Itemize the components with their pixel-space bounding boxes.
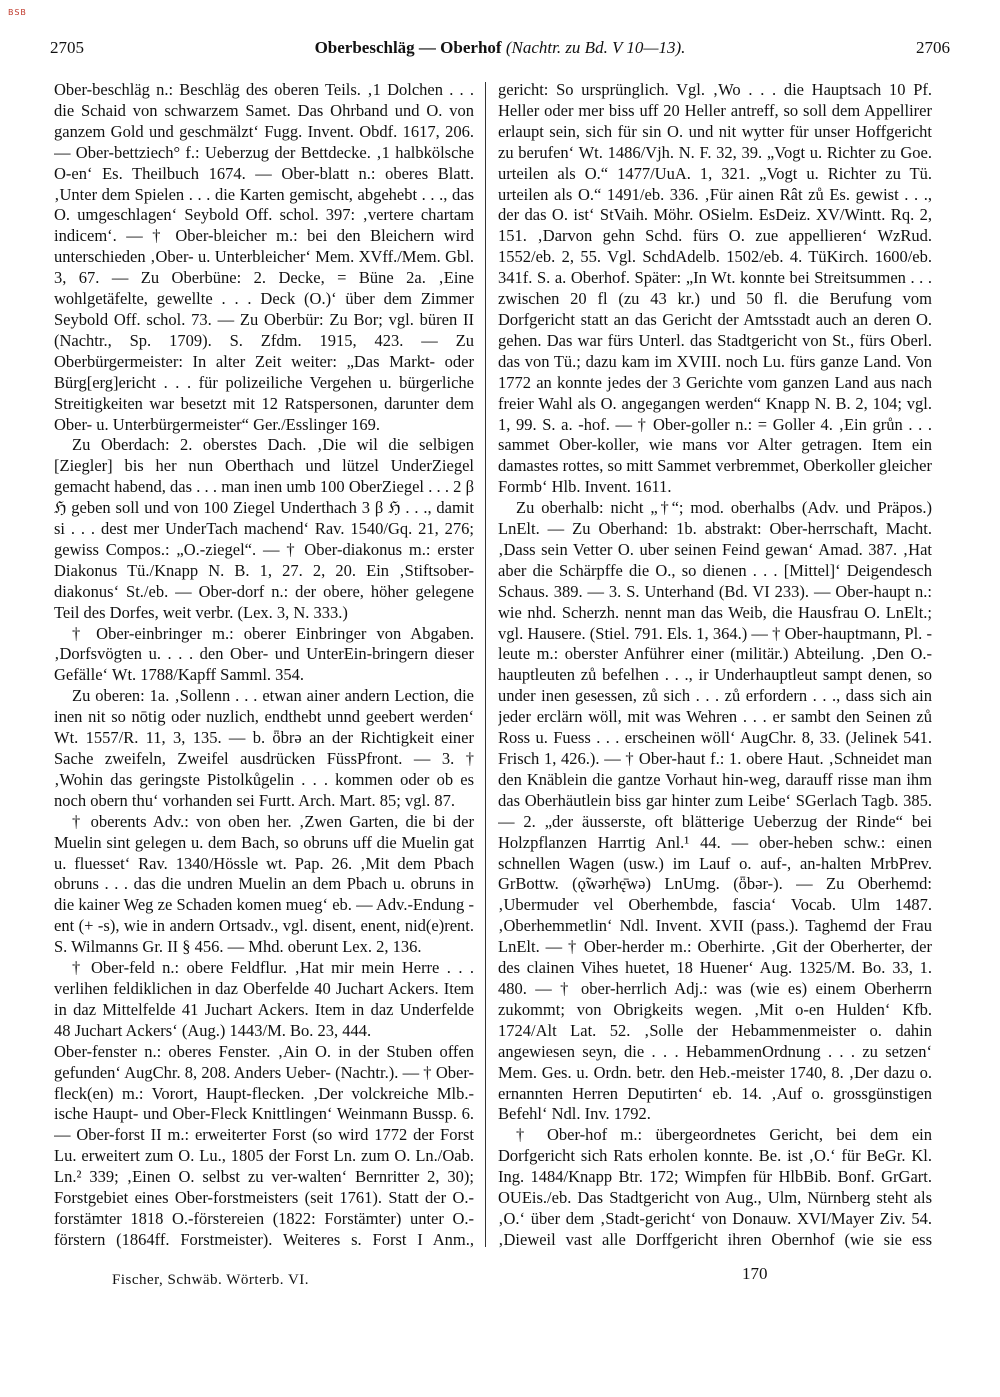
footer-sheet-number: 170 bbox=[742, 1264, 768, 1283]
page-number-left: 2705 bbox=[50, 38, 84, 57]
left-column bbox=[54, 80, 474, 1250]
entry-paragraph: Ober-beschläg n.: Beschläg des oberen Teils. ‚1 Dolchen . . . die Schaid von schwarzem Samet. Das Ohrband und O. von ganzem Gold und geschmälzt‘ Fugg. Invent. Obdf. 1617, 206. — Ober-bettziech° f.: Ueberzug der Bettdecke. ‚1 halbkölsche O-en‘ Es. Theilbuch 1674. — Ober-blatt n.: oberes Blatt. ‚Unter dem Spielen . . . die Karten gemischt, abgehebt . . ., das O. umgeschlagen‘ Seybold Off. schol. 397: ‚vertere chartam indicem‘. — † Ober-bleicher m.: bei den Bleichern wird unterschieden ‚Ober- u. Unterbleicher‘ Mem. XVff./Mem. Gbl. 3, 67. — Zu Oberbüne: 2. Decke, = Büne 2a. ‚Eine wohlgetäfelte, gewellte . . . Deck (O.)‘ über dem Zimmer Seybold Off. schol. 73. — Zu Oberbür: Zu Bor; vgl. büren II (Nachtr., Sp. 1709). S. Zfdm. 1915, 423. — Zu Oberbürgermeister: In alter Zeit weiter: „Das Markt- oder Bürg[erg]ericht . . . für polizeiliche Vergehen u. bürgerliche Streitigkeiten war besetzt mit 12 Ratspersonen, darunter dem Ober- u. Unterbürgermeister“ Ger./Esslinger 169. bbox=[54, 80, 474, 434]
entry-paragraph: gericht: So ursprünglich. Vgl. ‚Wo . . . die Hauptsach 10 Pf. Heller oder mer biss uff 20 Heller antreff, so soll dem Appellirer erlaupt sein, sich für sin O. und nit wytter für unser Hoffgericht zu berufen‘ Wt. 1486/Vjh. N. F. 32, 39. „Vogt u. Richter zu Goe. urteilen als O.“ 1477/UuA. 1, 321. „Vogt u. Richter zu Tü. urteilen als O.“ 1491/eb. 336. ‚Für ainen Rât zů Es. gewist . . ., der das O. ist‘ StVaih. Möhr. OSielm. EsDeiz. XV/Wintt. Rq. 2, 151. ‚Darvon gehn Schd. fürs O. zue appellieren‘ WzRud. 1552/eb. 2, 55. Vgl. SchdAdelb. 1502/eb. 4. TüKirch. 1600/eb. 341f. S. a. Oberhof. Später: „In Wt. konnte bei Streitsummen . . . zwischen 20 fl (zu 43 kr.) und 50 fl. die Berufung vom Dorfgericht statt an das Gericht der Amtsstadt auch an deren O. gehen. Das war fürs Unterl. das Stadtgericht von St., fürs Oberl. das von Tü.; dazu kam im XVIII. noch Lu. fürs ganze Land. Von 1772 an konnte jedes der 3 Gerichte vom ganzen Land aus nach freier Wahl als O. angegangen werden“ Knapp N. B. 2, 104; vgl. 1, 99. S. a. -hof. — † Ober-goller n.: = Goller 4. ‚Ein grůn . . . sammet Ober-koller, wie mans vor Alter getragen. Item ein damastes rottes, so mitt Sammet verbremmet, Oberkoller gleicher Formb‘ Hlb. Invent. 1611. bbox=[498, 80, 932, 497]
entry-paragraph: † Ober-hof m.: übergeordnetes Gericht, bei dem ein Dorfgericht sich Rats erholen konnte. Be. ist ‚O.‘ für BeGr. Kl. Ing. 1484/Knapp Btr. 172; Wimpfen für HlbBib. Bonf. GrGart. OUEis./eb. Das Stadtgericht von Aug., Ulm, Nürnberg steht als ‚O.‘ über dem ‚Stadt-gericht‘ von Donauw. XVI/Mayer Ziv. 54. ‚Dieweil vast alle Dorffgericht ihren Obernhof (wie sie ess bbox=[498, 1125, 932, 1249]
page-number-right: 2706 bbox=[916, 38, 950, 57]
running-title-note: (Nachtr. zu Bd. V 10—13). bbox=[505, 38, 686, 57]
running-title bbox=[50, 38, 950, 58]
entry-paragraph: † Ober-feld n.: obere Feldflur. ‚Hat mir mein Herre . . . verlihen feldiklichen in daz Oberfelde 40 Juchart Ackers. Item in daz Mittelfelde 41 Juchart Ackers. Item in daz Underfelde 48 Juchart Ackers‘ (Aug.) 1443/M. Bo. 23, 444. bbox=[54, 958, 474, 1040]
library-watermark: BSB bbox=[8, 8, 27, 17]
entry-paragraph: † Ober-einbringer m.: oberer Einbringer von Abgaben. ‚Dorfsvögten u. . . . den Ober- und UnterEin-bringern dieser Gefälle‘ Wt. 1788/Kapff Samml. 354. bbox=[54, 623, 474, 685]
entry-paragraph: Zu Oberdach: 2. oberstes Dach. ‚Die wil die selbigen [Ziegler] bis her nun Oberthach und lützel UnderZiegel gemacht habend, das . . . man inen umb 100 OberZiegel . . . 2 β ℌ geben soll und von 100 Ziegel Underthach 3 β ℌ . . ., damit si . . . dest mer UnderTach machend‘ Rav. 1540/Gq. 21, 276; gewiss Compos.: „O.-ziegel“. — † Ober-diakonus m.: erster Diakonus Tü./Knapp N. B. 1, 27. 2, 20. Ein ‚Stiftsober-diakonus‘ St./eb. — Ober-dorf n.: der obere, höher gelegene Teil des Dorfes, weit verbr. (Lex. 3, N. 333.) bbox=[54, 435, 474, 622]
column-divider bbox=[485, 82, 486, 1247]
page-header bbox=[50, 38, 950, 62]
footer-signature: Fischer, Schwäb. Wörterb. VI. bbox=[112, 1272, 310, 1288]
entry-paragraph: Zu oberhalb: nicht „†“; mod. oberhalbs (Adv. und Präpos.) LnElt. — Zu Oberhand: 1b. abstrakt: Ober-herrschaft, Macht. ‚Dass sein Vetter O. uber seinen Feind gewan‘ Amad. 387. ‚Hat aber die Schärpffe die O., so dienen . . . [Mittel]‘ Deigendesch Schaus. 389. — 3. S. Unterhand (Bd. VI 233). — Ober-haupt n.: wie nhd. Scherzh. nennt man das Weib, die Hausfrau O. LnElt.; vgl. Hausere. (Stiel. 791. Els. 1, 364.) — † Ober-hauptmann, Pl. -leute m.: oberster Anführer einer (militär.) Abteilung. ‚Den O.-hauptleuten zů befelhen . . ., ir Underhauptleut sampt denen, so under inen gesessen, zů sich . . . zů erfordern . . ., dass sich ain jeder erclärn wöll, mit was Wehren . . . er sambt den Seinen zů Ross u. Fuess . . . erscheinen wöll‘ AugChr. 8, 33. (Jelinek 541. Frisch 1, 426.). — † Ober-haut f.: 1. obere Haut. ‚Schneidet man den Knäblein die gantze Vorhaut hin-weg, darauff risse man ihm das Oberhäutlein biss gar hinter zum Leibe‘ SGerlach Tagb. 385. — 2. „der äusserste, oft blätterige Ueberzug der Rinde“ bei Holzpflanzen Harrtig Anl.¹ 44. — ober-heben schw.: einen schnellen Wagen (usw.) im Lauf o. auf-, an-halten MrbPrev. GrBottw. (ǫ̃wərhę̄wə) LnUmg. (ȫbər-). — Zu Oberhemd: ‚Ubermuder vel Oberhembde, fascia‘ Vocab. Ulm 1487. ‚Oberhemmetlin‘ Ndl. Invent. XVII (pass.). Taghemd der Frau LnElt. — † Ober-herder m.: Oberhirte. ‚Git der Oberherter, der des clainen Vihes huetet, 18 Huener‘ Aug. 1325/M. Bo. 33, 1. 480. — † ober-herrlich Adj.: was (wie es) einem Oberherrn zukommt; von Obrigkeits wegen. ‚Mit o-en Hulden‘ Kfb. 1724/Alt Lat. 52. ‚Solle der Hebammenmeister o. dahin angewiesen seyn, die . . . HebammenOrdnung . . . zu setzen‘ Mem. Ges. u. Ordn. betr. den Heb.-meister 1740, 8. ‚Der dazu o. ernannten Herren Deputirten‘ eb. 14. ‚Auf o. grossgünstigen Befehl‘ Ndl. Inv. 1792. bbox=[498, 498, 932, 1124]
entry-paragraph: † oberents Adv.: von oben her. ‚Zwen Garten, die bi der Muelin sint gelegen u. dem Bach, so obruns uff die Muelin gat u. fluesset‘ Rav. 1340/Hössle wt. Pap. 26. ‚Mit dem Pbach obruns . . . das die undren Muelin an dem Pbach u. obruns in die kainer Weg ze Schaden komen mueg‘ eb. — Adv.-Endung -ent (+ -s), wie in andern Ortsadv., vgl. disent, enent, nid(e)rent. S. Wilmanns Gr. II § 456. — Mhd. oberunt Lex. 2, 136. bbox=[54, 811, 474, 957]
entry-paragraph: Ober-fenster n.: oberes Fenster. ‚Ain O. in der Stuben offen gefunden‘ AugChr. 8, 208. Anders Ueber- (Nachtr.). — † Ober-fleck(en) m.: Vorort, Haupt-flecken. ‚Der volckreiche Mlb.-ische Haupt- und Ober-Fleck Knittlingen‘ Weinmann Bussp. 6. — Ober-forst II m.: erweiterter Forst (so wird 1772 der Forst Lu. erweitert zum O. Lu., 1805 der Forst Ln. zum O. Ln./Oab. Ln.² 339; ‚Einen O. selbst zu ver-walten‘ Bernritter 2, 30); Forstgebiet eines Ober-forstmeisters (seit 1761). Statt der O.-forstämter 1818 O.-förstereien (1822: Forstämter) unter O.-förstern (1864ff. Forstmeister). Weiteres s. Forst I Anm., bbox=[54, 1041, 474, 1249]
right-column bbox=[498, 80, 932, 1250]
running-title-text: Oberbeschläg — Oberhof bbox=[314, 38, 502, 57]
entry-paragraph: Zu oberen: 1a. ‚Sollenn . . . etwan ainer andern Lection, die inen nit so nōtig oder nuzlich, endthebt unnd geebert werden‘ Wt. 1557/R. 11, 3, 135. — b. ȫbrə an der Richtigkeit einer Sache zweifeln, Zweifel ausdrücken FüssPfront. — 3. † ‚Wohin das geringste Pistolkůgelin . . . kommen oder ob es noch obern thu‘ vorhanden sei Furtt. Arch. Mart. 85; vgl. 87. bbox=[54, 686, 474, 810]
